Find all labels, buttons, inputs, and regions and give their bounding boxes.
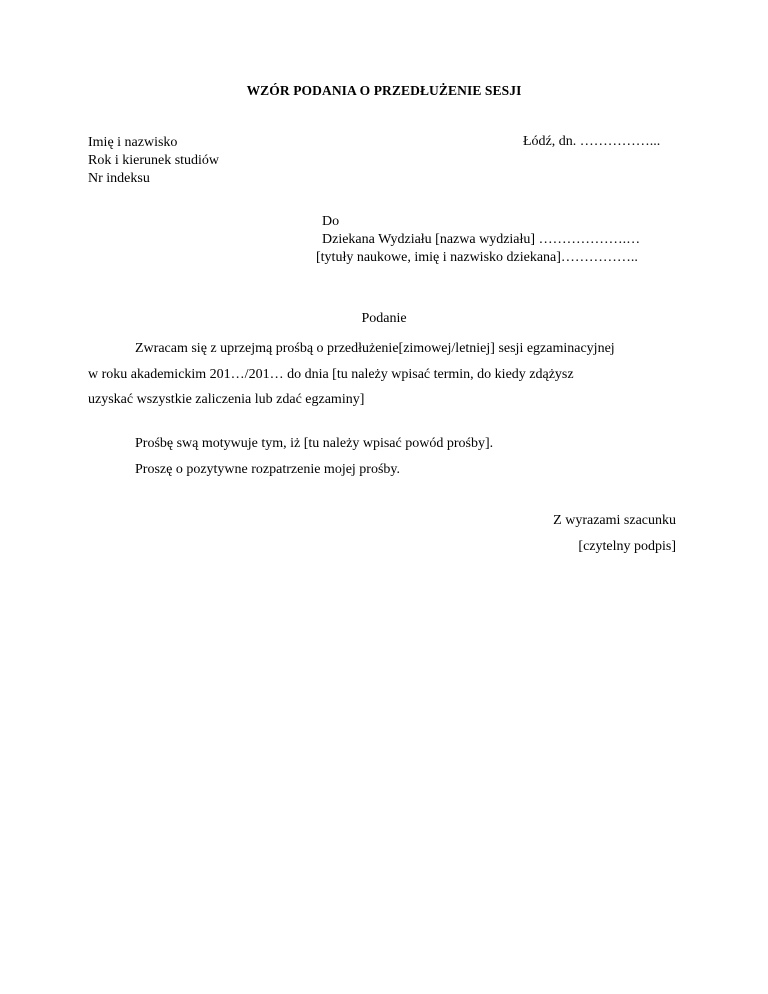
sender-study-line: Rok i kierunek studiów: [88, 153, 220, 168]
recipient-dean-name-line: [tytuły naukowe, imię i nazwisko dziekana]……………..: [316, 250, 638, 265]
body-line-1: Zwracam się z uprzejmą prośbą o przedłużenie[zimowej/letniej] sesji egzaminacyjnej: [135, 341, 615, 356]
document-title: WZÓR PODANIA O PRZEDŁUŻENIE SESJI: [246, 83, 522, 98]
recipient-to: Do: [322, 214, 340, 229]
sender-index-line: Nr indeksu: [88, 171, 150, 186]
closing-block: [553, 508, 676, 560]
reason-block: [135, 431, 493, 482]
recipient-dean-line: Dziekana Wydziału [nazwa wydziału] ……………….…: [322, 232, 641, 247]
subject-heading: Podanie: [361, 311, 407, 326]
closing-regards: Z wyrazami szacunku: [553, 513, 676, 528]
reason-line: Prośbę swą motywuje tym, iż [tu należy wpisać powód prośby].: [135, 436, 494, 451]
signature-placeholder: [czytelny podpis]: [578, 539, 676, 554]
body-line-3: uzyskać wszystkie zaliczenia lub zdać egzaminy]: [88, 392, 365, 407]
sender-name-line: Imię i nazwisko: [88, 135, 178, 150]
recipient-block: [316, 213, 641, 267]
sender-block: [88, 134, 219, 188]
request-line: Proszę o pozytywne rozpatrzenie mojej prośby.: [135, 461, 401, 477]
body-paragraph: [88, 336, 615, 413]
place-date: Łódź, dn. ……………...: [523, 134, 661, 149]
body-line-2: w roku akademickim 201…/201… do dnia [tu należy wpisać termin, do kiedy zdążysz: [88, 366, 574, 382]
